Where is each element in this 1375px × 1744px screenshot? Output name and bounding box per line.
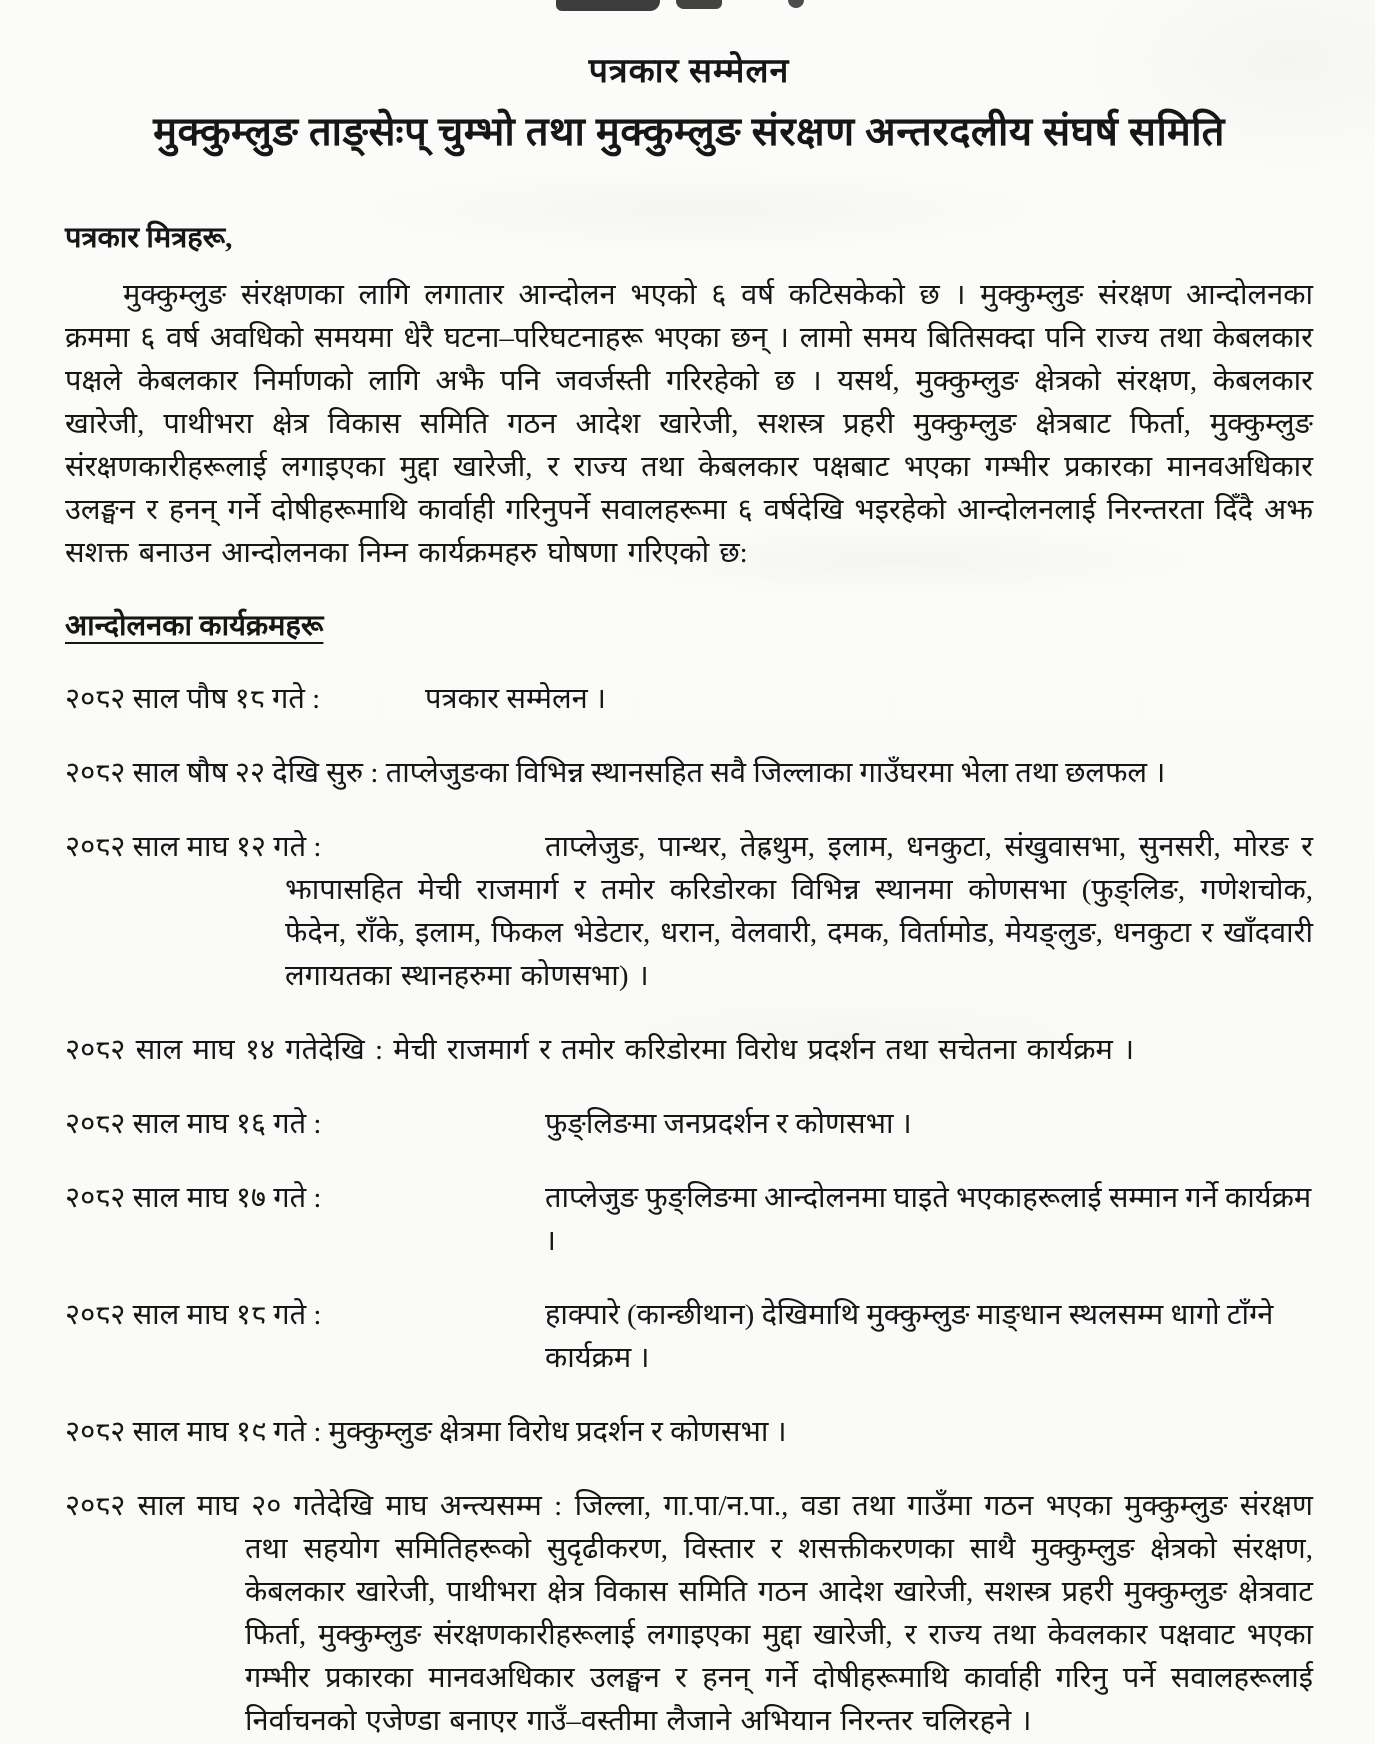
program-description: पत्रकार सम्मेलन । [425, 683, 606, 715]
intro-paragraph: मुक्कुम्लुङ संरक्षणका लागि लगातार आन्दोलन भएको ६ वर्ष कटिसकेको छ । मुक्कुम्लुङ संरक्षण आन्दोलनका क्रममा ६ वर्ष अवधिको समयमा धेरै घटना–परिघटनाहरू भएका छन् । लामो समय बितिसक्दा पनि राज्य तथा केबलकार पक्षले केबलकार निर्माणको लागि अझै पनि जवर्जस्ती गरिरहेको छ । यसर्थ, मुक्कुम्लुङ क्षेत्रको संरक्षण, केबलकार खारेजी, पाथीभरा क्षेत्र विकास समिति गठन आदेश खारेजी, सशस्त्र प्रहरी मुक्कुम्लुङ क्षेत्रबाट फिर्ता, मुक्कुम्लुङ संरक्षणकारीहरूलाई लगाइएका मुद्दा खारेजी, र राज्य तथा केबलकार पक्षबाट भएका गम्भीर प्रकारका मानवअधिकार उलङ्घन र हनन् गर्ने दोषीहरूमाथि कार्वाही गरिनुपर्ने सवालहरूमा ६ वर्षदेखि भइरहेको आन्दोलनलाई निरन्तरता दिँदै अझ सशक्त बनाउन आन्दोलनका निम्न कार्यक्रमहरु घोषणा गरिएको छ: [65, 279, 1313, 569]
program-item [65, 1177, 1313, 1263]
program-date: २०८२ साल माघ १९ गते : [65, 1416, 322, 1448]
program-item [65, 752, 1313, 795]
program-date: २०८२ साल माघ २० गतेदेखि माघ अन्त्यसम्म : [65, 1490, 563, 1522]
program-date: २०८२ साल माघ १४ गतेदेखि : [65, 1034, 384, 1066]
document-subtitle: मुक्कुम्लुङ ताङ्सेःप् चुम्भो तथा मुक्कुम्लुङ संरक्षण अन्तरदलीय संघर्ष समिति [153, 109, 1225, 154]
program-description: हाक्पारे (कान्छीथान) देखिमाथि मुक्कुम्लुङ माङ्धान स्थलसम्म धागो टाँग्ने कार्यक्रम । [545, 1299, 1274, 1374]
program-description: मुक्कुम्लुङ क्षेत्रमा विरोध प्रदर्शन र कोणसभा । [328, 1416, 787, 1448]
program-description: मेची राजमार्ग र तमोर करिडोरमा विरोध प्रदर्शन तथा सचेतना कार्यक्रम । [393, 1034, 1135, 1066]
program-description: ताप्लेजुङका विभिन्न स्थानसहित सवै जिल्लाका गाउँघरमा भेला तथा छलफल । [385, 757, 1166, 789]
program-list [65, 678, 1313, 1743]
program-description: फुङ्लिङमा जनप्रदर्शन र कोणसभा । [545, 1108, 912, 1140]
document-title: पत्रकार सम्मेलन [588, 53, 790, 90]
program-item [65, 826, 1313, 998]
program-item [65, 1029, 1313, 1072]
program-item [65, 1294, 1313, 1380]
program-description: ताप्लेजुङ फुङ्लिङमा आन्दोलनमा घाइते भएकाहरूलाई सम्मान गर्ने कार्यक्रम । [545, 1182, 1312, 1257]
program-item [65, 678, 1313, 721]
program-item [65, 1411, 1313, 1454]
scan-smudge [788, 0, 804, 8]
section-heading: आन्दोलनका कार्यक्रमहरू [65, 610, 324, 642]
program-date: २०८२ साल माघ १६ गते : [65, 1108, 322, 1140]
program-description: जिल्ला, गा.पा/न.पा., वडा तथा गाउँमा गठन भएका मुक्कुम्लुङ संरक्षण तथा सहयोग समितिहरूको सुदृढीकरण, विस्तार र शसक्तीकरणका साथै मुक्कुम्लुङ क्षेत्रको संरक्षण, केबलकार खारेजी, पाथीभरा क्षेत्र विकास समिति गठन आदेश खारेजी, सशस्त्र प्रहरी मुक्कुम्लुङ क्षेत्रवाट फिर्ता, मुक्कुम्लुङ संरक्षणकारीहरूलाई लगाइएका मुद्दा खारेजी, र राज्य तथा केवलकार पक्षवाट भएका गम्भीर प्रकारका मानवअधिकार उलङ्घन र हनन् गर्ने दोषीहरूमाथि कार्वाही गरिनु पर्ने सवालहरूलाई निर्वाचनको एजेण्डा बनाएर गाउँ–वस्तीमा लैजाने अभियान निरन्तर चलिरहने । [245, 1490, 1314, 1737]
scan-smudge [676, 0, 722, 9]
scan-smudge [556, 0, 660, 11]
program-date: २०८२ साल माघ १८ गते : [65, 1299, 322, 1331]
program-item [65, 1103, 1313, 1146]
program-date: २०८२ साल माघ १२ गते : [65, 831, 322, 863]
program-date: २०८२ साल पौष १८ गते : [65, 683, 321, 715]
program-date: २०८२ साल षौष २२ देखि सुरु : [65, 757, 379, 789]
salutation: पत्रकार मित्रहरू, [65, 222, 233, 254]
program-description: ताप्लेजुङ, पान्थर, तेह्रथुम, इलाम, धनकुटा, संखुवासभा, सुनसरी, मोरङ र झापासहित मेची राजमार्ग र तमोर करिडोरका विभिन्न स्थानमा कोणसभा (फुङ्लिङ, गणेशचोक, फेदेन, राँके, इलाम, फिकल भेडेटार, धरान, वेलवारी, दमक, विर्तामोड, मेयङ्लुङ, धनकुटा र खाँदवारी लगायतका स्थानहरुमा कोणसभा) । [285, 831, 1313, 992]
program-date: २०८२ साल माघ १७ गते : [65, 1182, 322, 1214]
program-item [65, 1485, 1313, 1743]
